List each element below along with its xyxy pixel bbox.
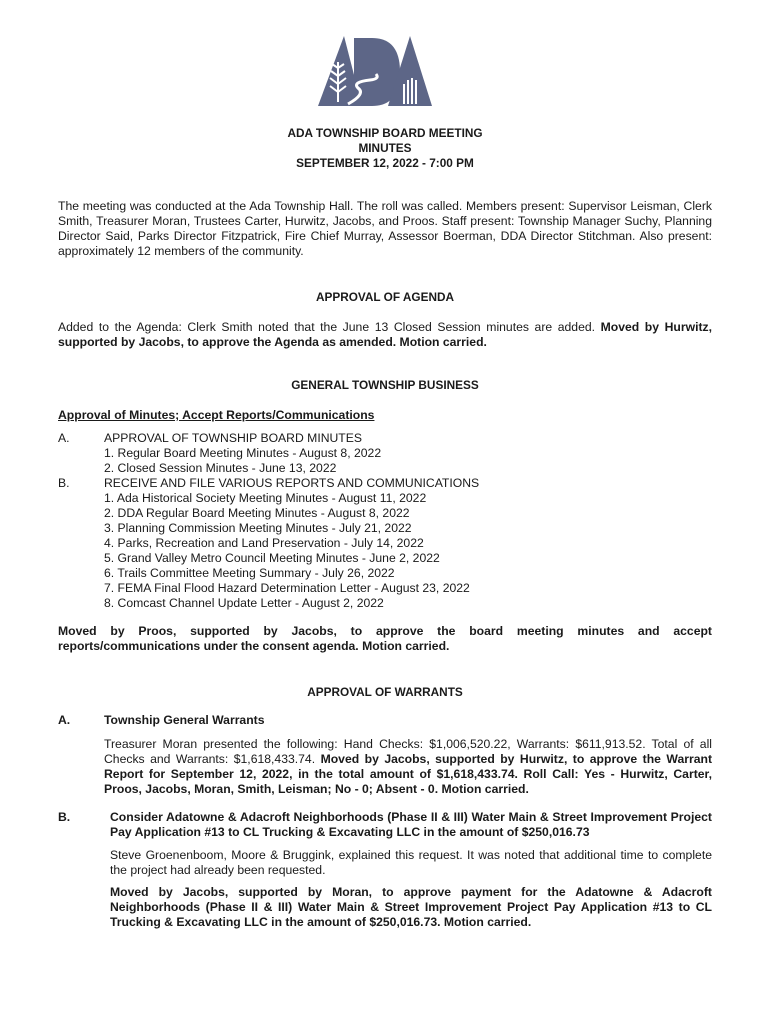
- business-subheading-text: Approval of Minutes; Accept Reports/Communications: [58, 408, 375, 422]
- list-item: 4. Parks, Recreation and Land Preservation - July 14, 2022: [104, 536, 424, 550]
- list-item: 6. Trails Committee Meeting Summary - July 26, 2022: [104, 566, 395, 580]
- warrants-a-text: Treasurer Moran presented the following: Hand Checks: $1,006,520.22, Warrants: $611,913.52. Total of all Checks and Warrants: $1,618,433.74.: [104, 737, 712, 766]
- item-title: Township General Warrants: [104, 713, 265, 727]
- list-item: 1. Ada Historical Society Meeting Minutes - August 11, 2022: [104, 491, 427, 505]
- warrants-item-b-motion: Moved by Jacobs, supported by Moran, to approve payment for the Adatowne & Adacroft Neighborhoods (Phase II & III) Water Main & Street Improvement Project Pay Application #13 to CL Trucking & Excavating LLC in the amount of $250,016.73. Motion carried.: [110, 885, 712, 929]
- list-item: 5. Grand Valley Metro Council Meeting Minutes - June 2, 2022: [104, 551, 440, 565]
- item-letter: A.: [58, 713, 71, 727]
- list-item: 1. Regular Board Meeting Minutes - August 8, 2022: [104, 446, 382, 460]
- item-body: [104, 476, 712, 611]
- business-subheading: [58, 408, 712, 423]
- item-title: RECEIVE AND FILE VARIOUS REPORTS AND COMMUNICATIONS: [104, 476, 480, 490]
- list-item: 2. DDA Regular Board Meeting Minutes - August 8, 2022: [104, 506, 410, 520]
- list-item: 2. Closed Session Minutes - June 13, 2022: [104, 461, 337, 475]
- agenda-text: Added to the Agenda: Clerk Smith noted that the June 13 Closed Session minutes are added.: [58, 320, 601, 334]
- item-letter: B.: [58, 810, 71, 824]
- intro-paragraph: The meeting was conducted at the Ada Township Hall. The roll was called. Members present: Supervisor Leisman, Clerk Smith, Treasurer Moran, Trustees Carter, Hurwitz, Jacobs, and Proos. Staff present: Township Manager Suchy, Planning Director Said, Parks Director Fitzpatrick, Fire Chief Murray, Assessor Boerman, DDA Director Stitchman. Also present: approximately 12 members of the community.: [58, 199, 712, 258]
- business-heading: GENERAL TOWNSHIP BUSINESS: [291, 378, 479, 392]
- warrants-heading: APPROVAL OF WARRANTS: [307, 685, 463, 699]
- warrants-item-a-paragraph: [104, 737, 712, 797]
- agenda-motion: Moved by Hurwitz, supported by Jacobs, to approve the Agenda as amended. Motion carried.: [58, 320, 712, 349]
- list-item: 7. FEMA Final Flood Hazard Determination Letter - August 23, 2022: [104, 581, 470, 595]
- item-title: APPROVAL OF TOWNSHIP BOARD MINUTES: [104, 431, 363, 445]
- business-motion: Moved by Proos, supported by Jacobs, to approve the board meeting minutes and accept reports/communications under the consent agenda. Motion carried.: [58, 624, 712, 653]
- ada-township-logo: [318, 34, 432, 108]
- title-line-2: MINUTES: [358, 141, 412, 155]
- item-letter: A.: [58, 431, 70, 445]
- agenda-heading: APPROVAL OF AGENDA: [315, 290, 455, 304]
- warrants-a-motion: Moved by Jacobs, supported by Hurwitz, to approve the Warrant Report for September 12, 2022, in the total amount of $1,618,433.74. Roll Call: Yes - Hurwitz, Carter, Proos, Jacobs, Moran, Smith, Leisman; No - 0; Absent - 0. Motion carried.: [104, 752, 713, 796]
- title-line-3: SEPTEMBER 12, 2022 - 7:00 PM: [296, 156, 474, 170]
- warrants-item-b-text: Steve Groenenboom, Moore & Bruggink, explained this request. It was noted that additional time to complete the project had already been requested.: [110, 848, 712, 877]
- title-line-1: ADA TOWNSHIP BOARD MEETING: [287, 126, 483, 140]
- list-item: 3. Planning Commission Meeting Minutes - July 21, 2022: [104, 521, 412, 535]
- item-title: Consider Adatowne & Adacroft Neighborhoods (Phase II & III) Water Main & Street Improvement Project Pay Application #13 to CL Trucking & Excavating LLC in the amount of $250,016.73: [110, 810, 712, 839]
- agenda-paragraph: [58, 320, 712, 350]
- item-body: [104, 431, 712, 476]
- list-item: 8. Comcast Channel Update Letter - August 2, 2022: [104, 596, 384, 610]
- document-title: [0, 126, 770, 171]
- item-letter: B.: [58, 476, 70, 490]
